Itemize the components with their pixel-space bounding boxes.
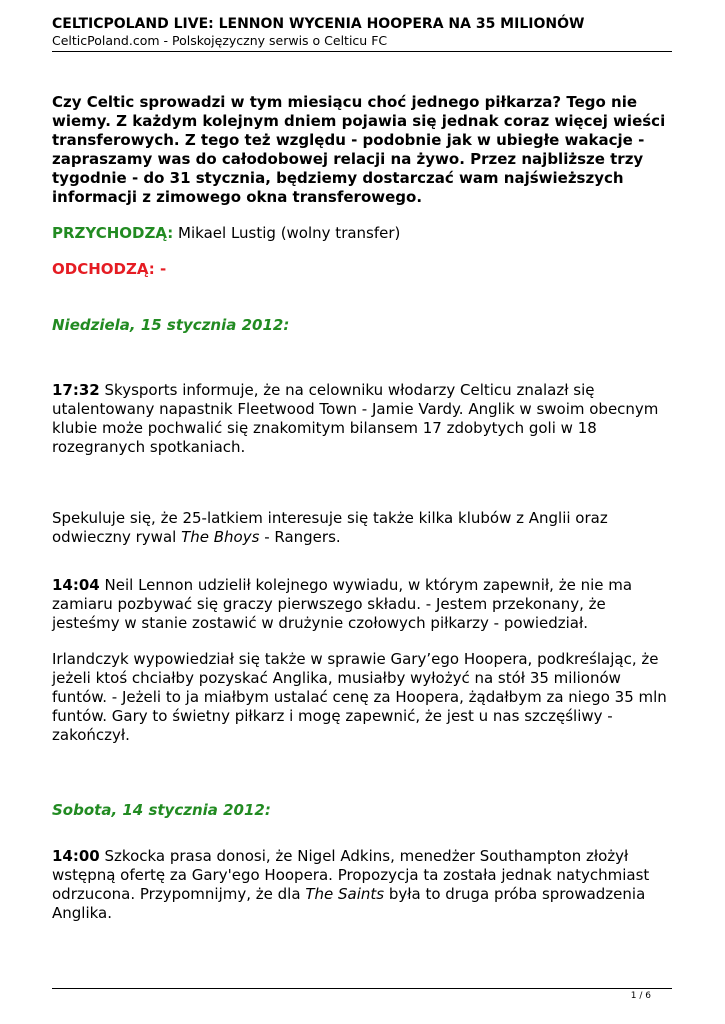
entry-1732 <box>52 381 672 457</box>
team-nickname: The Saints <box>305 885 385 903</box>
page-number: 1 / 6 <box>630 991 651 1001</box>
incoming-label: PRZYCHODZĄ: <box>52 224 174 242</box>
entry-time: 14:04 <box>52 576 100 594</box>
paragraph-text: - Rangers. <box>259 528 341 546</box>
entry-text: była to druga próba sprowadzenia Anglika. <box>52 885 646 922</box>
date-heading-sunday: Niedziela, 15 stycznia 2012: <box>52 316 290 334</box>
team-nickname: The Bhoys <box>181 528 260 546</box>
article-title: CELTICPOLAND LIVE: LENNON WYCENIA HOOPERA NA 35 MILIONÓW <box>52 16 585 32</box>
entry-time: 14:00 <box>52 847 100 865</box>
article-body <box>52 93 672 923</box>
entry-1400 <box>52 847 672 923</box>
entry-text: Neil Lennon udzielił kolejnego wywiadu, w którym zapewnił, że nie ma zamiaru pozbywać się graczy pierwszego składu. - Jestem przekonany, że jesteśmy w stanie zostawić w drużynie czołowych piłkarzy - powiedział. <box>52 576 633 632</box>
entry-text: Skysports informuje, że na celowniku włodarzy Celticu znalazł się utalentowany napastnik Fleetwood Town - Jamie Vardy. Anglik w swoim obecnym klubie może pochwalić się znakomitym bilansem 17 zdobytych goli w 18 rozegranych spotkaniach. <box>52 381 659 456</box>
paragraph-rangers <box>52 509 672 547</box>
incoming-line <box>52 224 672 243</box>
site-subtitle: CelticPoland.com - Polskojęzyczny serwis o Celticu FC <box>52 33 388 48</box>
date-heading-saturday: Sobota, 14 stycznia 2012: <box>52 801 271 819</box>
header-divider <box>52 51 672 52</box>
intro-paragraph: Czy Celtic sprowadzi w tym miesiącu choć jednego piłkarza? Tego nie wiemy. Z każdym kolejnym dniem pojawia się jednak coraz więcej wieści transferowych. Z tego też względu - podobnie jak w ubiegłe wakacje - zapraszamy was do całodobowej relacji na żywo. Przez najbliższe trzy tygodnie - do 31 stycznia, będziemy dostarczać wam najświeższych informacji z zimowego okna transferowego. <box>52 93 666 206</box>
outgoing-label: ODCHODZĄ: - <box>52 260 167 278</box>
incoming-value: Mikael Lustig (wolny transfer) <box>173 224 401 242</box>
footer-divider <box>52 988 672 989</box>
paragraph-hooper: Irlandczyk wypowiedział się także w sprawie Gary’ego Hoopera, podkreślając, że jeżeli ktoś chciałby pozyskać Anglika, musiałby wyłożyć na stół 35 milionów funtów. - Jeżeli to ja miałbym ustalać cenę za Hoopera, żądałbym za niego 35 mln funtów. Gary to świetny piłkarz i mogę zapewnić, że jest u nas szczęśliwy - zakończył. <box>52 650 667 744</box>
paragraph-text: Spekuluje się, że 25-latkiem interesuje się także kilka klubów z Anglii oraz odwieczny rywal <box>52 509 608 546</box>
page-header <box>52 15 672 49</box>
entry-time: 17:32 <box>52 381 100 399</box>
entry-1404 <box>52 576 672 633</box>
entry-text: Szkocka prasa donosi, że Nigel Adkins, menedżer Southampton złożył wstępną ofertę za Gary'ego Hoopera. Propozycja ta została jednak natychmiast odrzucona. Przypomnijmy, że dla <box>52 847 650 903</box>
